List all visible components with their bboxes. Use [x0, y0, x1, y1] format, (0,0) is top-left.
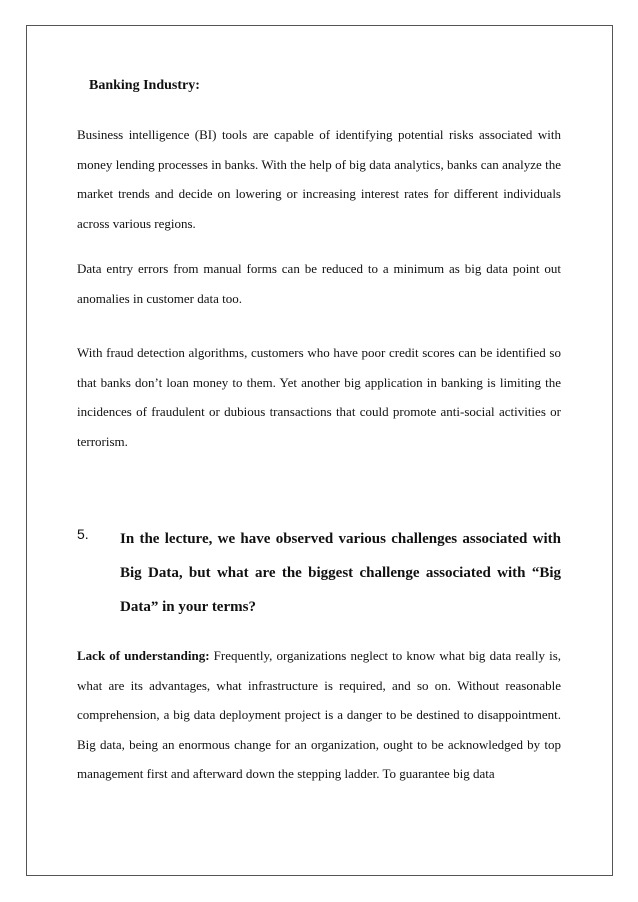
paragraph-fraud-detection: With fraud detection algorithms, customers who have poor credit scores can be identified so that banks don’t loan money to them. Yet another big application in banking is limiting the incidences of fraudulent or dubious transactions that could promote anti-social activities or terrorism. [77, 345, 561, 449]
question-text: In the lecture, we have observed various challenges associated with Big Data, but what are the biggest challenge associated with “Big Data” in your terms? [120, 531, 561, 615]
answer-text: Frequently, organizations neglect to know what big data really is, what are its advantages, what infrastructure is required, and so on. Without reasonable comprehension, a big data deployment project is a danger to be destined to disappointment. Big data, being an enormous change for an organization, ought to be acknowledged by top management first and afterward down the stepping ladder. To guarantee big data [77, 648, 562, 782]
answer-paragraph [77, 641, 561, 789]
question-number: 5. [77, 526, 89, 542]
section-heading: Banking Industry: [89, 78, 200, 93]
paragraph-data-entry: Data entry errors from manual forms can be reduced to a minimum as big data point out anomalies in customer data too. [77, 261, 561, 306]
paragraph-bi-tools: Business intelligence (BI) tools are capable of identifying potential risks associated with money lending processes in banks. With the help of big data analytics, banks can analyze the market trends and decide on lowering or increasing interest rates for different individuals across various regions. [77, 127, 561, 231]
answer-lead: Lack of understanding: [77, 648, 210, 663]
